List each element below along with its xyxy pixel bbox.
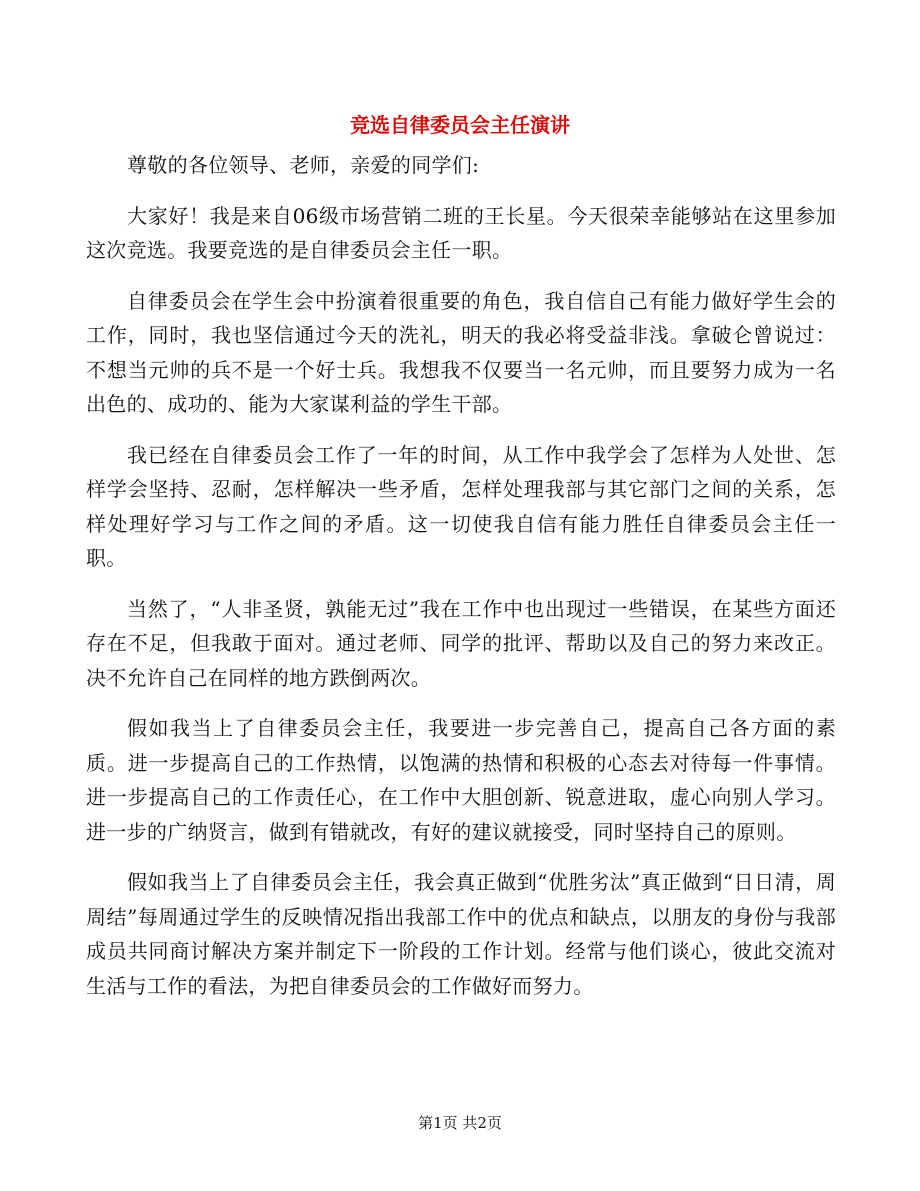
paragraph: 自律委员会在学生会中扮演着很重要的角色，我自信自己有能力做好学生会的工作，同时，我也坚信通过今天的洗礼，明天的我必将受益非浅。拿破仑曾说过：不想当元帅的兵不是一个好士兵。我想我不仅要当一名元帅，而且要努力成为一名出色的、成功的、能为大家谋利益的学生干部。 <box>86 288 836 416</box>
paragraph: 当然了，“人非圣贤，孰能无过”我在工作中也出现过一些错误，在某些方面还存在不足，但我敢于面对。通过老师、同学的批评、帮助以及自己的努力来改正。决不允许自己在同样的地方跌倒两次。 <box>86 596 836 690</box>
paragraph: 我已经在自律委员会工作了一年的时间，从工作中我学会了怎样为人处世、怎样学会坚持、忍耐，怎样解决一些矛盾，怎样处理我部与其它部门之间的关系，怎样处理好学习与工作之间的矛盾。这一切使我自信有能力胜任自律委员会主任一职。 <box>86 442 836 570</box>
paragraph: 假如我当上了自律委员会主任，我会真正做到“优胜劣汰”真正做到“日日清，周周结”每周通过学生的反映情况指出我部工作中的优点和缺点，以朋友的身份与我部成员共同商讨解决方案并制定下一阶段的工作计划。经常与他们谈心，彼此交流对生活与工作的看法，为把自律委员会的工作做好而努力。 <box>86 870 836 998</box>
page-number-footer: 第1页 共2页 <box>418 1114 502 1132</box>
document-body <box>86 148 836 1003</box>
paragraph-greeting: 尊敬的各位领导、老师，亲爱的同学们: <box>127 153 480 177</box>
paragraph: 大家好！我是来自06级市场营销二班的王长星。今天很荣幸能够站在这里参加这次竞选。我要竞选的是自律委员会主任一职。 <box>86 203 836 262</box>
paragraph: 假如我当上了自律委员会主任，我要进一步完善自己，提高自己各方面的素质。进一步提高自己的工作热情，以饱满的热情和积极的心态去对待每一件事情。进一步提高自己的工作责任心，在工作中大胆创新、锐意进取，虚心向别人学习。进一步的广纳贤言，做到有错就改，有好的建议就接受，同时坚持自己的原则。 <box>86 716 836 844</box>
document-title: 竞选自律委员会主任演讲 <box>350 113 570 137</box>
